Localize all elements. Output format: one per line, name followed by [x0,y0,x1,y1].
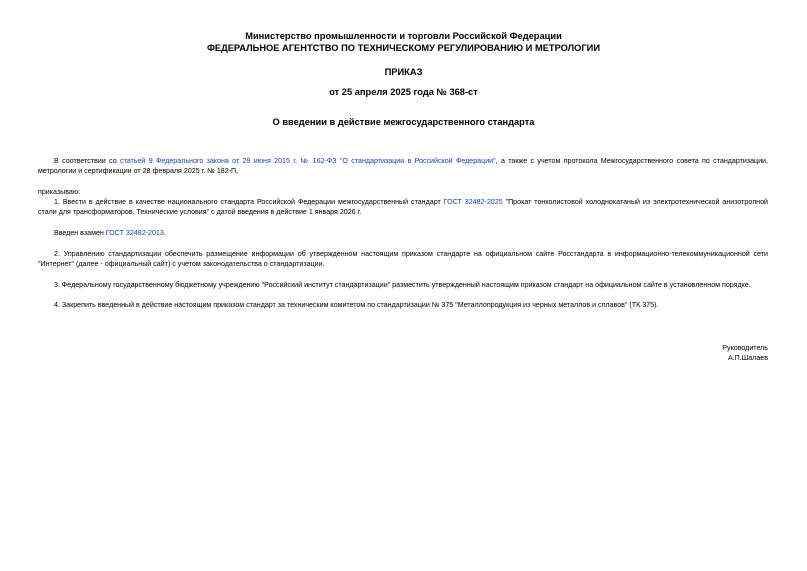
document-header [0,31,807,54]
gost-2013-link[interactable]: ГОСТ 32482-2013 [105,229,164,237]
preamble-text-after: , а также с учетом протокола Межгосударственного совета по стандартизации, метрологии и сертификации от 28 февраля 2025 г. № 182-П, [38,157,768,175]
signatory-name: А.П.Шалаев [727,354,768,362]
item-1-paragraph [38,197,768,217]
item-1-text-before: 1. Ввести в действие в качестве национального стандарта Российской Федерации межгосударственный стандарт [54,198,444,206]
preamble-text-before: В соответствии со [54,157,121,165]
replaced-paragraph [38,228,768,238]
agency-name: ФЕДЕРАЛЬНОЕ АГЕНТСТВО ПО ТЕХНИЧЕСКОМУ РЕГУЛИРОВАНИЮ И МЕТРОЛОГИИ [206,42,601,53]
item-1-text-after: "Прокат тонколистовой холоднокатаный из электротехнической анизотропной стали для трансформаторов. Технические условия" с датой введения в действие 1 января 2026 г. [38,198,768,216]
ministry-name: Министерство промышленности и торговли Российской Федерации [245,31,562,41]
replaced-text-before: Введен взамен [54,229,106,237]
law-link[interactable]: статьей 9 Федерального закона от 29 июня 2015 г. № 162-ФЗ "О стандартизации в Российской Федерации" [120,157,496,165]
order-title: ПРИКАЗ [384,67,423,77]
replaced-text-after: . [163,229,166,237]
order-date-number: от 25 апреля 2025 года № 368-ст [329,87,478,97]
order-subject: О введении в действие межгосударственного стандарта [272,117,535,127]
order-word: приказываю: [38,188,81,196]
gost-2025-link[interactable]: ГОСТ 32482-2025 [443,198,503,206]
signature-block [722,343,768,363]
item-3-paragraph: 3. Федеральному государственному бюджетному учреждению "Российский институт стандартизации" разместить утвержденный настоящим приказом стандарт на официальном сайте в установленном порядке. [54,281,751,289]
signatory-position: Руководитель [722,344,768,352]
item-2-paragraph: 2. Управлению стандартизации обеспечить размещение информации об утвержденном настоящим приказом стандарте на официальном сайте Росстандарта в информационно-телекоммуникационной сети "Интернет" (далее - официальный сайт) с учетом законодательства о стандартизации. [38,250,768,268]
preamble-paragraph [38,156,768,176]
item-4-paragraph: 4. Закрепить введенный в действие настоящим приказом стандарт за техническим комитетом по стандартизации № 375 "Металлопродукция из черных металлов и сплавов" (ТК 375). [54,301,659,309]
